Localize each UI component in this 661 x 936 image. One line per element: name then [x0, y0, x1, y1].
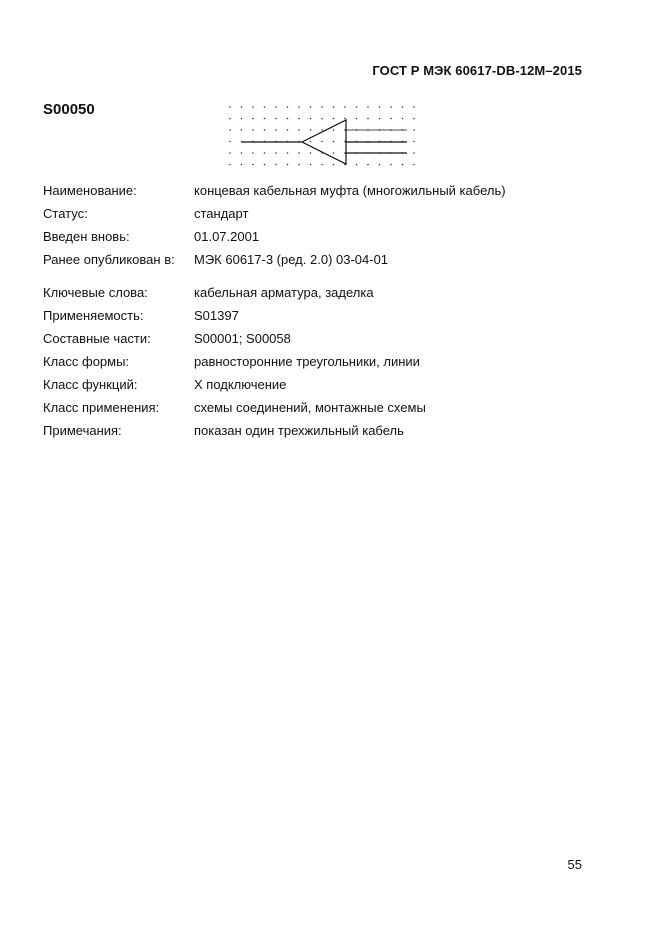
property-value: S01397	[194, 308, 239, 323]
grid-dot	[275, 106, 277, 108]
document-header: ГОСТ Р МЭК 60617-DB-12M–2015	[372, 63, 582, 78]
grid-dot	[413, 129, 415, 131]
grid-dot	[333, 129, 335, 131]
grid-dot	[356, 106, 358, 108]
grid-dot	[310, 118, 312, 120]
grid-dot	[229, 164, 231, 166]
grid-dot	[229, 129, 231, 131]
property-value: равносторонние треугольники, линии	[194, 354, 420, 369]
property-value: S00001; S00058	[194, 331, 291, 346]
property-row-previously-published	[43, 252, 603, 270]
grid-dot	[264, 118, 266, 120]
grid-dot	[287, 129, 289, 131]
grid-dot	[275, 129, 277, 131]
property-value: концевая кабельная муфта (многожильный кабель)	[194, 183, 506, 198]
grid-dot	[229, 141, 231, 143]
grid-dot	[390, 106, 392, 108]
grid-dot	[241, 164, 243, 166]
grid-dot	[321, 106, 323, 108]
grid-dot	[333, 106, 335, 108]
grid-dot	[367, 118, 369, 120]
grid-dot	[344, 118, 346, 120]
grid-dot	[252, 152, 254, 154]
grid-dot	[344, 106, 346, 108]
grid-dot	[413, 152, 415, 154]
property-row-name	[43, 183, 603, 201]
grid-dot	[287, 164, 289, 166]
grid-dot	[321, 129, 323, 131]
grid-dot	[413, 141, 415, 143]
grid-dot	[310, 106, 312, 108]
grid-dot	[287, 152, 289, 154]
property-value: МЭК 60617-3 (ред. 2.0) 03-04-01	[194, 252, 389, 267]
grid-dot	[241, 129, 243, 131]
grid-dot	[264, 106, 266, 108]
grid-dot	[321, 141, 323, 143]
grid-dot	[367, 106, 369, 108]
property-value: стандарт	[194, 206, 249, 221]
property-value: 01.07.2001	[194, 229, 260, 244]
grid-dot	[298, 106, 300, 108]
property-row-components	[43, 331, 603, 349]
grid-dot	[402, 106, 404, 108]
page-number: 55	[567, 857, 582, 872]
property-value: схемы соединений, монтажные схемы	[194, 400, 426, 415]
grid-dot	[252, 106, 254, 108]
grid-dot	[333, 152, 335, 154]
property-label: Статус:	[43, 206, 88, 221]
grid-dot	[379, 118, 381, 120]
property-value: X подключение	[194, 377, 287, 392]
property-row-notes	[43, 423, 603, 441]
grid-dot	[252, 118, 254, 120]
grid-dot	[390, 164, 392, 166]
grid-dot	[229, 152, 231, 154]
grid-dot	[413, 118, 415, 120]
cable-sealing-end-symbol	[222, 100, 422, 172]
grid-dot	[229, 118, 231, 120]
property-label: Ключевые слова:	[43, 285, 148, 300]
property-row-keywords	[43, 285, 603, 303]
property-label: Класс формы:	[43, 354, 130, 369]
grid-dot	[298, 164, 300, 166]
grid-dots	[229, 106, 415, 165]
property-row-applicability	[43, 308, 603, 326]
property-row-application-class	[43, 400, 603, 418]
grid-dot	[287, 118, 289, 120]
grid-dot	[333, 118, 335, 120]
property-label: Примечания:	[43, 423, 122, 438]
grid-dot	[275, 164, 277, 166]
property-label: Наименование:	[43, 183, 137, 198]
grid-dot	[379, 106, 381, 108]
property-value: кабельная арматура, заделка	[194, 285, 374, 300]
grid-dot	[287, 106, 289, 108]
grid-dot	[413, 164, 415, 166]
grid-dot	[275, 118, 277, 120]
grid-dot	[241, 118, 243, 120]
symbol-lines	[242, 120, 407, 164]
grid-dot	[310, 141, 312, 143]
property-value: показан один трехжильный кабель	[194, 423, 404, 438]
grid-dot	[310, 129, 312, 131]
grid-dot	[298, 152, 300, 154]
grid-dot	[356, 118, 358, 120]
property-label: Введен вновь:	[43, 229, 130, 244]
property-row-function-class	[43, 377, 603, 395]
property-label: Класс применения:	[43, 400, 160, 415]
property-row-status	[43, 206, 603, 224]
grid-dot	[310, 152, 312, 154]
grid-dot	[264, 152, 266, 154]
grid-dot	[333, 164, 335, 166]
grid-dot	[264, 164, 266, 166]
property-row-shape-class	[43, 354, 603, 372]
property-label: Составные части:	[43, 331, 151, 346]
property-row-introduced	[43, 229, 603, 247]
grid-dot	[356, 164, 358, 166]
grid-dot	[229, 106, 231, 108]
triangle-terminal	[302, 120, 346, 164]
property-label: Класс функций:	[43, 377, 138, 392]
grid-dot	[298, 118, 300, 120]
grid-dot	[413, 106, 415, 108]
grid-dot	[310, 164, 312, 166]
grid-dot	[298, 129, 300, 131]
grid-dot	[402, 118, 404, 120]
grid-dot	[321, 118, 323, 120]
grid-dot	[333, 141, 335, 143]
grid-dot	[264, 129, 266, 131]
property-label: Применяемость:	[43, 308, 144, 323]
symbol-code: S00050	[43, 101, 95, 118]
grid-dot	[321, 164, 323, 166]
grid-dot	[379, 164, 381, 166]
grid-dot	[241, 106, 243, 108]
grid-dot	[367, 164, 369, 166]
grid-dot	[402, 164, 404, 166]
property-label: Ранее опубликован в:	[43, 252, 175, 267]
grid-dot	[241, 152, 243, 154]
grid-dot	[390, 118, 392, 120]
grid-dot	[252, 164, 254, 166]
grid-dot	[252, 129, 254, 131]
grid-dot	[275, 152, 277, 154]
